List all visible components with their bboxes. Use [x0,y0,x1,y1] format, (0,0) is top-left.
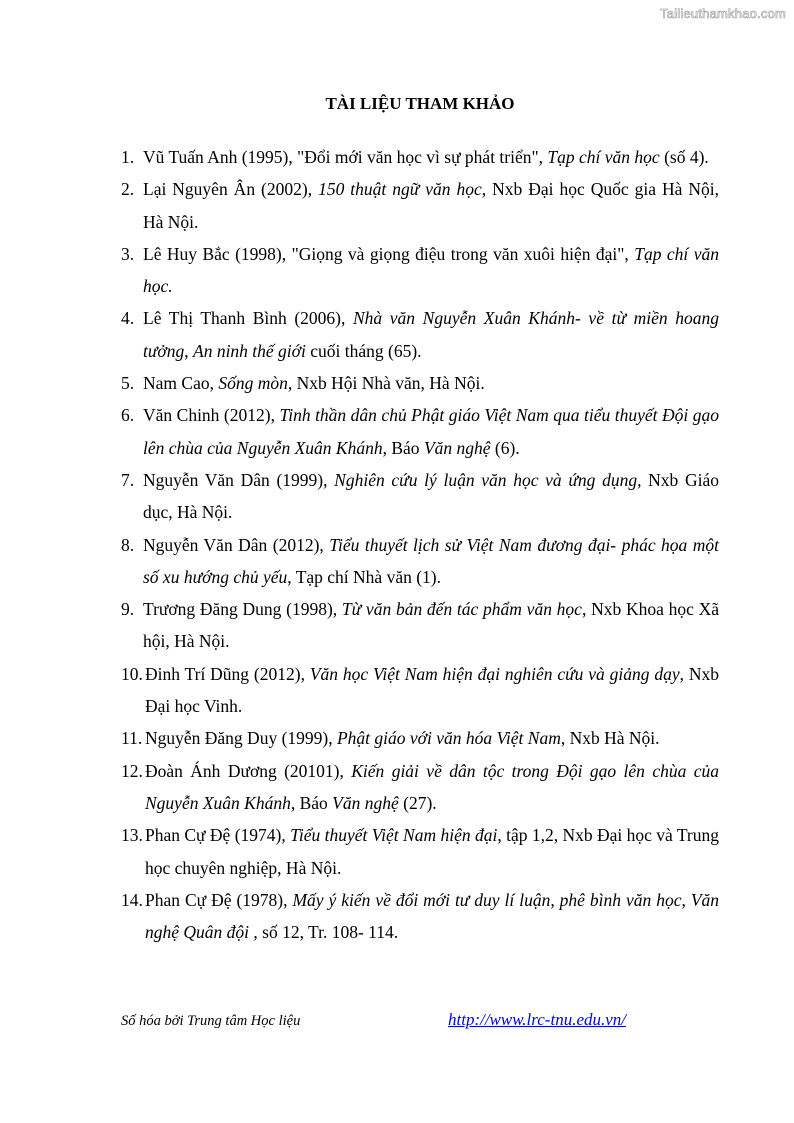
reference-number: 14. [121,889,143,910]
reference-text-segment: Nguyễn Văn Dân (2012), [143,534,330,555]
reference-title-italic: Nghiên cứu lý luận văn học và ứng dụng, [334,469,642,490]
reference-text [143,464,719,529]
reference-title-italic: Mấy ý kiến về đổi mới tư duy lí luận, phê bình văn học [292,889,682,910]
reference-item [121,141,719,173]
reference-text-segment: Nam Cao, [143,373,219,394]
reference-title-italic: Tinh thần dân chủ Phật giáo Việt Nam qua tiểu thuyết Đội gạo lên chùa của Nguyễn Xuân Khánh [143,405,719,458]
page-title: TÀI LIỆU THAM KHẢO [325,94,515,113]
reference-text-segment: Lại Nguyên Ân (2002), [143,179,319,200]
reference-text-segment: Nguyễn Đăng Duy (1999), [145,728,337,749]
reference-text-segment: (27). [398,792,437,813]
reference-number: 5. [121,373,135,394]
reference-item [121,755,719,820]
reference-number: 12. [121,760,143,781]
reference-text [145,819,719,884]
reference-text-segment: , Nxb Hà Nội. [560,728,660,749]
reference-number: 9. [121,599,135,620]
reference-text [143,238,719,303]
reference-item [121,399,719,464]
reference-text-segment: , số 12, Tr. 108- 114. [249,922,399,943]
reference-item [121,238,719,303]
reference-title-italic: An ninh thế giới [193,340,306,361]
reference-text [145,658,719,723]
reference-title-italic: Văn nghệ [423,437,491,458]
reference-title-italic: Từ văn bản đến tác phẩm văn học [341,599,582,620]
reference-title-italic: Kiến giải về dân tộc trong Đội gạo lên chùa của Nguyễn Xuân Khánh [145,760,719,813]
reference-text [143,141,719,173]
reference-text [143,173,719,238]
reference-text-segment: Phan Cự Đệ (1978), [145,889,293,910]
reference-text [143,593,719,658]
reference-number: 8. [121,534,135,555]
reference-text-segment: Nguyễn Văn Dân (1999), [143,469,335,490]
reference-text-segment: Vũ Tuấn Anh (1995), "Đổi mới văn học vì sự phát triển", [143,147,548,167]
reference-number: 7. [121,469,135,490]
reference-text-segment: Phan Cự Đệ (1974), [145,825,291,846]
reference-item [121,367,719,399]
reference-text-segment: , Tạp chí Nhà văn (1). [287,566,441,587]
reference-text-segment: , [681,889,691,910]
reference-number: 2. [121,179,135,200]
reference-text-segment: Lê Huy Bắc (1998), "Giọng và giọng điệu trong văn xuôi hiện đại", [143,243,635,264]
reference-item [121,819,719,884]
reference-number: 13. [121,825,143,846]
reference-text-segment: Đoàn Ánh Dương (20101), [145,760,352,781]
reference-number: 10. [121,663,143,684]
reference-text-segment: , Nxb Hội Nhà văn, Hà Nội. [287,373,485,394]
reference-text-segment: (số 4). [659,147,709,167]
reference-title-italic: Sống mòn [218,373,288,394]
reference-text-segment: , Báo [290,792,333,813]
reference-title-italic: 150 thuật ngữ văn học [318,179,482,200]
reference-item [121,593,719,658]
reference-title-italic: Nhà văn Nguyễn Xuân Khánh- về từ miền hoang tưởng [143,308,719,361]
reference-text-segment: , Nxb Đại học Quốc gia Hà Nội, Hà Nội. [143,179,719,232]
reference-item [121,529,719,594]
reference-number: 6. [121,405,135,426]
reference-text-segment: Nxb Giáo dục, Hà Nội. [143,469,720,523]
reference-title-italic: Tạp chí văn học [547,147,660,167]
reference-text [145,722,719,754]
watermark-text: Tailieuthamkhao.com [660,6,786,21]
reference-text-segment: cuối tháng (65). [305,340,422,361]
reference-title-italic: Văn nghệ [332,792,399,813]
reference-item [121,173,719,238]
reference-title-italic: Phật giáo với văn hóa Việt Nam [336,728,561,749]
reference-text-segment: Lê Thị Thanh Bình (2006), [143,308,353,329]
reference-title-italic: Tạp chí văn học. [143,243,719,297]
reference-number: 4. [121,308,135,329]
reference-text [145,755,719,820]
reference-text [143,529,719,594]
reference-item [121,464,719,529]
reference-title-italic: Văn học Việt Nam hiện đại nghiên cứu và giảng dạy [309,663,680,684]
reference-title-italic: Tiểu thuyết lịch sử Việt Nam đương đại- phác họa một số xu hướng chủ yếu [143,534,719,587]
reference-item [121,722,719,754]
reference-text-segment: , Nxb Khoa học Xã hội, Hà Nội. [143,599,719,652]
reference-list [121,141,719,948]
reference-item [121,302,719,367]
reference-number: 3. [121,243,135,264]
reference-text-segment: Văn Chinh (2012), [143,405,280,426]
reference-text-segment: Đinh Trí Dũng (2012), [145,663,310,684]
reference-text-segment: , Nxb Đại học Vinh. [145,663,719,717]
footer-note: Số hóa bởi Trung tâm Học liệu [121,1013,301,1029]
reference-item [121,658,719,723]
reference-text [143,367,719,399]
reference-item [121,884,719,949]
reference-text-segment: , Báo [382,437,424,458]
reference-number: 11. [121,728,143,749]
reference-text [143,302,719,367]
reference-number: 1. [121,147,135,167]
reference-text [143,399,719,464]
reference-text-segment: , [184,340,193,361]
reference-title-italic: Tiểu thuyết Việt Nam hiện đại [290,825,498,846]
reference-text-segment: (6). [490,437,520,458]
footer-link[interactable]: http://www.lrc-tnu.edu.vn/ [448,1010,627,1029]
reference-text-segment: Trương Đăng Dung (1998), [143,599,342,620]
reference-title-italic: Văn nghệ Quân đội [145,889,720,943]
reference-text-segment: , tập 1,2, Nxb Đại học và Trung học chuyên nghiệp, Hà Nội. [145,825,720,878]
reference-text [145,884,719,949]
